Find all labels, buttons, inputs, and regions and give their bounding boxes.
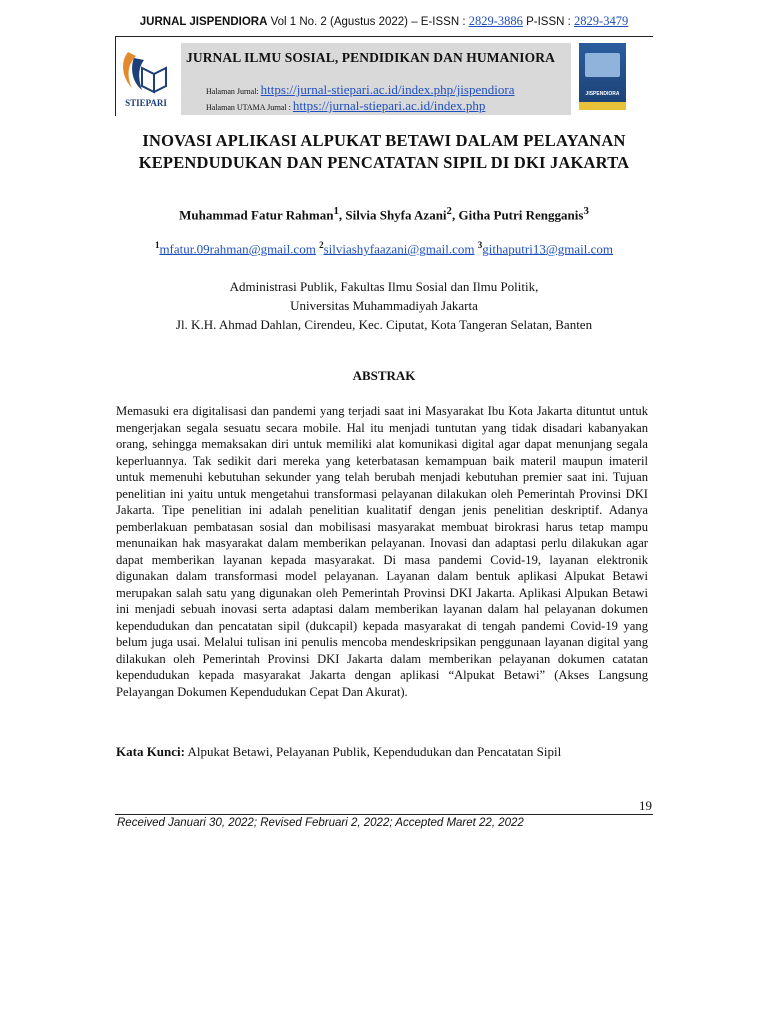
email-2-sup: 2 [319, 240, 324, 250]
header-left-rule [115, 36, 116, 116]
logo-text: STIEPARI [125, 98, 167, 108]
author-1: Muhammad Fatur Rahman [179, 207, 334, 223]
paper-title [0, 130, 768, 174]
author-2-sup: 2 [446, 205, 452, 217]
email-3-sup: 3 [477, 240, 483, 250]
email-1-link[interactable]: mfatur.09rahman@gmail.com [159, 241, 316, 257]
email-2-link[interactable]: silviashyfaazani@gmail.com [323, 241, 475, 257]
p-issn-label: P-ISSN : [522, 16, 575, 28]
journal-page-label: Halaman Jurnal: [206, 87, 261, 96]
header-top-rule [115, 36, 653, 37]
affiliation-line-3: Jl. K.H. Ahmad Dahlan, Cirendeu, Kec. Ciputat, Kota Tangeran Selatan, Banten [175, 317, 593, 332]
journal-cover-image [579, 43, 626, 110]
cover-photo [585, 53, 620, 77]
e-issn-link[interactable]: 2829-3886 [468, 14, 523, 28]
author-separator: , [338, 207, 346, 223]
keywords-label: Kata Kunci: [116, 744, 185, 759]
journal-name: JURNAL JISPENDIORA [139, 16, 268, 28]
abstract-text: Memasuki era digitalisasi dan pandemi yang terjadi saat ini Masyarakat Ibu Kota Jakarta dituntut untuk mengerjakan segala sesuatu secara mobile. Hal itu menjadi tuntutan yang tidak disadari kabanyakan orang, sehingga memaksakan diri untuk memiliki alat komunikasi digital agar dapat menunjang segala keperluannya. Tak sedikit dari mereka yang keterbatasan kemampuan baik materil maupun imateril untuk memenuhi kebutuhan sekunder yang telah berubah menjadi kebutuhan premier saat ini. Tujuan penelitian ini yaitu untuk mengetahui transformasi pelayanan dilakukan oleh Pemerintah Provinsi DKI Jakarta. Tipe penelitian ini adalah penelitian kualitatif dengan jenis penelitian deskriptif. Adanya pemberlakuan pembatasan sosial dan mobilisasi masyarakat membuat birokrasi harus tetap mampu menunaikan hak masyarakat dalam memberikan pelayanan. Inovasi dan adaptasi perlu dilakukan agar dapat memberikan layanan kepada masyarakat. Di masa pandemi Covid-19, layanan elektronik digunakan dalam transformasi model pelayanan. Layanan dalam bentuk aplikasi Alpukat Betawi merupakan salah satu yang digunakan oleh Pemerintah Provinsi DKI Jakarta. Aplikasi Alpukan Betawi ini menjadi sebuah inovasi serta adaptasi dalam memberikan layanan dalam hal pelayanan dokumen kependudukan dan pencatatan sipil (dukcapil) kepada masyarakat di tengah pandemi Covid-19 yang belum juga usai. Melalui tulisan ini penulis mencoba mendeskripsikan penggunaan layanan digital yang dilakukan oleh Pemerintah Provinsi DKI Jakarta dalam memberikan pelayanan dokumen catatan kependudukan kepada masyarakat Jakarta dengan aplikasi “Alpukat Betawi” (Akses Langsung Pelayangan Dokumen Kependudukan Cepat Dan Akurat). [116, 404, 648, 699]
author-3-sup: 3 [583, 205, 589, 217]
volume-info: Vol 1 No. 2 (Agustus 2022) – E-ISSN : [267, 16, 469, 28]
journal-header-line [0, 14, 768, 29]
author-2: Silvia Shyfa Azani [345, 207, 447, 223]
cover-title: JISPENDIORA [585, 91, 620, 97]
received-dates: Received Januari 30, 2022; Revised Februari 2, 2022; Accepted Maret 22, 2022 [117, 817, 524, 829]
title-line-2: KEPENDUDUKAN DAN PENCATATAN SIPIL DI DKI JAKARTA [138, 153, 630, 172]
author-3: Githa Putri Rengganis [458, 207, 584, 223]
author-emails [0, 240, 768, 257]
main-page-line [206, 98, 485, 114]
author-separator: , [451, 207, 459, 223]
journal-page-link[interactable]: https://jurnal-stiepari.ac.id/index.php/jispendiora [260, 82, 515, 97]
affiliation-line-2: Universitas Muhammadiyah Jakarta [290, 298, 478, 313]
title-line-1: INOVASI APLIKASI ALPUKAT BETAWI DALAM PELAYANAN [142, 131, 626, 150]
author-1-sup: 1 [333, 205, 339, 217]
affiliation-line-1: Administrasi Publik, Fakultas Ilmu Sosial dan Ilmu Politik, [229, 279, 539, 294]
footer-rule [115, 814, 653, 815]
main-page-label: Halaman UTAMA Jurnal : [206, 103, 293, 112]
main-page-link[interactable]: https://jurnal-stiepari.ac.id/index.php [292, 98, 486, 113]
banner-title: JURNAL ILMU SOSIAL, PENDIDIKAN DAN HUMANIORA [186, 50, 555, 65]
journal-page-line [206, 82, 514, 98]
page-number: 19 [639, 798, 652, 813]
cover-strip [579, 102, 626, 110]
keywords [116, 744, 676, 760]
author-list [0, 205, 768, 223]
stiepari-logo-icon [118, 48, 174, 120]
email-1-sup: 1 [154, 240, 160, 250]
p-issn-link[interactable]: 2829-3479 [574, 14, 629, 28]
affiliation [0, 277, 768, 334]
email-3-link[interactable]: githaputri13@gmail.com [482, 241, 614, 257]
keywords-text: Alpukat Betawi, Pelayanan Publik, Kependudukan dan Pencatatan Sipil [184, 744, 562, 759]
abstract-heading: ABSTRAK [352, 368, 416, 383]
